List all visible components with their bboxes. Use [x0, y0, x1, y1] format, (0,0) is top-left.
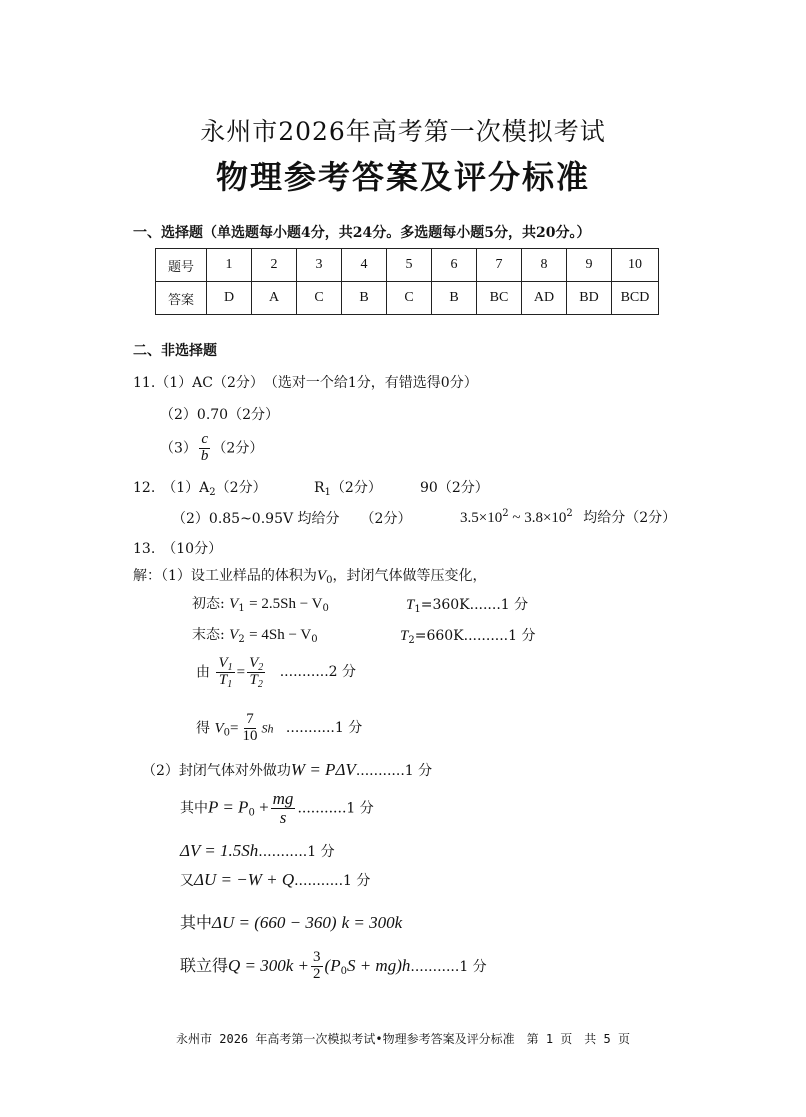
q12-part1-score: （2分） — [215, 480, 267, 496]
q13-q-eq: Q = 300k + — [228, 955, 310, 975]
q13-p-den: s — [279, 807, 287, 827]
q13-p-fraction — [271, 790, 296, 827]
row-label-answers: 答案 — [156, 282, 207, 315]
q11-fraction — [199, 432, 211, 465]
q13-p-eq-sub: 0 — [248, 807, 255, 819]
answer-cell: B — [432, 282, 477, 315]
q13-result-v0 — [196, 712, 362, 745]
q13-part2-work — [142, 760, 432, 780]
q12-line2: （2）0.85~0.95V 均给分 （2分） — [172, 511, 412, 527]
q13-initial-t: T — [406, 597, 415, 613]
q13-final-state — [192, 624, 318, 644]
q11-fraction-den: b — [200, 447, 209, 464]
q13-gas-law: 由 $\frac{V_1}{T_1}$ = $\frac{V_2}{T_2}$ ...........2 分 — [196, 655, 357, 690]
q13-part1-intro — [133, 565, 486, 585]
q13-intro-var: V — [316, 568, 327, 584]
q13-p-score: ...........1 分 — [297, 800, 374, 817]
section2-heading: 二、非选择题 — [133, 343, 217, 359]
q13-du2-eq: ΔU = (660 − 360) — [212, 913, 337, 932]
q13-final-v-sub: 2 — [238, 634, 245, 645]
q13-intro-sub: 0 — [326, 575, 333, 586]
page-subtitle: 物理参考答案及评分标准 — [215, 158, 590, 196]
question-number-cell: 4 — [342, 249, 387, 282]
q13-final-rhs-sub: 0 — [311, 634, 318, 645]
q11-line3-score: （2分） — [212, 440, 264, 457]
q13-get-fraction — [240, 712, 259, 745]
q13-dv-eq: ΔV = 1.5Sh — [180, 841, 259, 860]
table-row-questions — [156, 249, 659, 282]
q13-final-v: V — [229, 627, 239, 643]
q13-get-label: 得 — [196, 720, 210, 737]
q13-get-den: 10 — [242, 727, 258, 744]
q13-dv-score: ...........1 分 — [258, 844, 335, 860]
q13-get-sub: 0 — [223, 727, 230, 739]
q12-resistor-score: （2分） — [330, 480, 382, 496]
q13-final-t-val: =660K..........1 分 — [414, 628, 536, 644]
q13-gas-law-score: ...........2 分 — [279, 664, 357, 681]
q13-du-pre: 又 — [180, 873, 194, 889]
page-footer: 永州市 2026 年高考第一次模拟考试•物理参考答案及评分标准 第 1 页 共 5 页 — [176, 1032, 630, 1046]
q11-line3-prefix: （3） — [160, 440, 197, 457]
q13-intro-text: 解：（1）设工业样品的体积为 — [133, 568, 317, 584]
q13-get-num: 7 — [246, 711, 254, 727]
q12-range-a: 3.5×10 — [460, 510, 503, 526]
row-label-questions: 题号 — [156, 249, 207, 282]
answer-cell: BC — [477, 282, 522, 315]
q12-range-exp1: 2 — [502, 508, 509, 519]
q13-du-score: ...........1 分 — [294, 873, 371, 889]
q13-q-tail-sub: 0 — [340, 965, 347, 977]
question-number-cell: 7 — [477, 249, 522, 282]
q12-range — [460, 507, 676, 527]
q13-initial-v: V — [229, 596, 239, 612]
q13-get-score: ...........1 分 — [285, 720, 363, 737]
q12-resistor-label: R — [314, 480, 325, 496]
q13-heat-q — [180, 950, 487, 983]
q13-intro-end: ，封闭气体做等压变化， — [332, 568, 487, 584]
q13-delta-u-value — [180, 910, 402, 933]
q13-initial-rhs: = 2.5Sh − V — [249, 596, 323, 612]
q11-line1: 11.（1）AC（2分） （选对一个给1分，有错选得0分） — [133, 375, 478, 391]
q11-line3 — [160, 432, 263, 465]
q13-frac-v2: $V_2$ — [249, 655, 264, 673]
q12-range-score: 均给分（2分） — [583, 510, 677, 526]
q13-q-tail: (P — [324, 955, 341, 975]
q13-initial-temp — [406, 594, 528, 614]
q11-fraction-num: c — [201, 431, 208, 447]
q13-q-fraction — [311, 950, 323, 983]
answer-cell: BD — [567, 282, 612, 315]
question-number-cell: 10 — [612, 249, 659, 282]
q13-delta-u — [180, 870, 370, 890]
q13-initial-state — [192, 593, 329, 613]
question-number-cell: 8 — [522, 249, 567, 282]
q12-value-90: 90（2分） — [420, 480, 489, 496]
q11-line2: （2）0.70（2分） — [160, 407, 279, 423]
q13-p2-eq: W = PΔV — [290, 760, 356, 779]
q13-get-eq: = — [230, 720, 239, 737]
q13-p-pre: 其中 — [180, 800, 208, 817]
question-number-cell: 9 — [567, 249, 612, 282]
q13-final-temp — [400, 625, 536, 645]
q13-initial-rhs-sub: 0 — [322, 603, 329, 614]
answer-cell: C — [297, 282, 342, 315]
q13-q-score: ...........1 分 — [410, 958, 487, 975]
table-row-answers — [156, 282, 659, 315]
q13-initial-label: 初态: — [192, 596, 225, 612]
q13-pressure — [180, 790, 374, 827]
question-number-cell: 6 — [432, 249, 477, 282]
question-number-cell: 1 — [207, 249, 252, 282]
q12-range-b: ~ 3.8×10 — [508, 510, 567, 526]
q13-frac-t2: $T_2$ — [249, 671, 263, 690]
q13-initial-t-val: =360K.......1 分 — [420, 597, 529, 613]
q13-initial-v-sub: 1 — [238, 603, 245, 614]
answer-cell: BCD — [612, 282, 659, 315]
q12-resistor-sub: 1 — [324, 487, 331, 498]
q13-frac-v1: $V_1$ — [218, 655, 233, 673]
q13-final-t: T — [400, 628, 409, 644]
question-number-cell: 2 — [252, 249, 297, 282]
section1-heading: 一、选择题（单选题每小题4分，共24分。多选题每小题5分，共20分。） — [133, 225, 591, 241]
q13-final-label: 末态: — [192, 627, 225, 643]
q12-part1: 12. （1）A — [133, 480, 210, 496]
q13-frac-v2-t2 — [247, 656, 265, 689]
answer-cell: C — [387, 282, 432, 315]
q13-du2-k: k = 300k — [341, 913, 403, 932]
q13-p2-text: （2）封闭气体对外做功 — [142, 763, 291, 779]
answer-table — [155, 248, 659, 315]
q13-final-t-sub: 2 — [408, 635, 415, 646]
answer-cell: B — [342, 282, 387, 315]
q13-p-num: mg — [272, 789, 294, 808]
q12-range-exp2: 2 — [566, 508, 573, 519]
q13-by-label: 由 — [196, 664, 210, 681]
q13-p-plus: + — [254, 797, 269, 817]
q12-part1-sub: 2 — [209, 487, 216, 498]
answer-cell: A — [252, 282, 297, 315]
q13-get-var: V — [214, 720, 224, 737]
q13-q-tail2: S + mg)h — [346, 955, 411, 975]
q13-get-tail: Sh — [261, 721, 274, 736]
q13-p2-score: ...........1 分 — [355, 763, 433, 779]
page-title: 永州市2026年高考第一次模拟考试 — [200, 117, 606, 146]
q13-final-rhs: = 4Sh − V — [249, 627, 312, 643]
q13-du2-pre: 其中 — [180, 913, 213, 932]
q13-frac-t1: $T_1$ — [218, 671, 233, 690]
q13-p-eq: P = P — [208, 797, 249, 817]
question-number-cell: 3 — [297, 249, 342, 282]
q12-resistor — [314, 477, 382, 497]
q13-frac-v1-t1 — [216, 656, 234, 689]
q13-head: 13. （10分） — [133, 541, 223, 557]
q13-q-num: 3 — [313, 949, 321, 965]
q13-du-eq: ΔU = −W + Q — [194, 870, 295, 889]
question-number-cell: 5 — [387, 249, 432, 282]
answer-cell: D — [207, 282, 252, 315]
answer-cell: AD — [522, 282, 567, 315]
q13-q-den: 2 — [313, 965, 321, 982]
q13-initial-t-sub: 1 — [414, 604, 421, 615]
q12-line1 — [133, 477, 267, 497]
q13-delta-v — [180, 841, 335, 861]
q13-q-pre: 联立得 — [180, 955, 229, 975]
